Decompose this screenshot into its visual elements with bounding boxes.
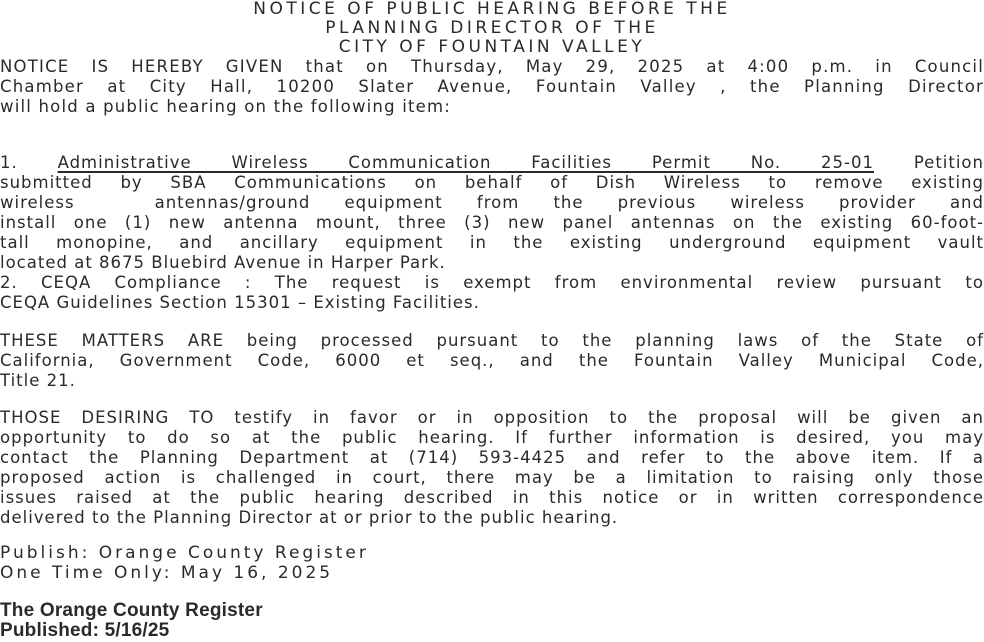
testify-line-1: THOSE DESIRING TO testify in favor or in opposition to the proposal will be given an [0,408,984,427]
item-1-line-1-suffix: Petition [913,153,984,172]
item-1-line-6: located at 8675 Bluebird Avenue in Harper Park. [0,253,446,272]
item-2-ceqa-compliance [0,273,984,313]
publish-line: Publish: Orange County Register [0,543,369,563]
testify-line-3: contact the Planning Department at (714) 593-4425 and refer to the above item. If a [0,448,984,467]
item-1-line-4: install one (1) new antenna mount, three (3) new panel antennas on the existing 60-foot- [0,213,984,232]
newspaper-footer [0,601,984,641]
newspaper-name: The Orange County Register [0,600,263,621]
permit-title-underlined: Administrative Wireless Communication Facilities Permit No. 25-01 [57,153,874,172]
item-1-line-1 [0,153,984,173]
item-2-line-1: 2. CEQA Compliance : The request is exempt from environmental review pursuant to [0,273,984,292]
item-1-line-2: submitted by SBA Communications on behalf of Dish Wireless to remove existing [0,173,984,192]
testify-line-4: proposed action is challenged in court, there may be a limitation to raising only those [0,468,984,487]
item-1-line-5: tall monopine, and ancillary equipment in the existing underground equipment vault [0,233,984,252]
testify-line-6: delivered to the Planning Director at or prior to the public hearing. [0,508,619,527]
publish-date-line: One Time Only: May 16, 2025 [0,563,334,583]
item-1-line-3 [0,193,984,213]
hearing-items [0,153,984,313]
notice-title-line-2: PLANNING DIRECTOR OF THE [325,18,659,38]
matters-line-2: California, Government Code, 6000 et seq., and the Fountain Valley Municipal Code, [0,351,984,370]
item-1-line-3-left: wireless [0,193,75,212]
intro-line-1: NOTICE IS HEREBY GIVEN that on Thursday, May 29, 2025 at 4:00 p.m. in Council [0,57,984,76]
testify-line-2: opportunity to do so at the public hearing. If further information is desired, you may [0,428,984,447]
matters-paragraph [0,331,984,391]
testify-paragraph [0,408,984,528]
notice-title-line-1: NOTICE OF PUBLIC HEARING BEFORE THE [253,0,731,19]
testify-line-5: issues raised at the public hearing described in this notice or in written correspondence [0,488,984,507]
item-1-line-3-right: antennas/ground equipment from the previous wireless provider and [154,193,984,212]
notice-title-line-3: CITY OF FOUNTAIN VALLEY [338,37,646,57]
matters-line-3: Title 21. [0,371,76,390]
item-2-line-2: CEQA Guidelines Section 15301 – Existing Facilities. [0,293,480,312]
item-1-wireless-permit [0,153,984,273]
matters-line-1: THESE MATTERS ARE being processed pursuant to the planning laws of the State of [0,331,984,350]
item-1-number: 1. [0,153,58,172]
notice-title [0,0,984,57]
publish-info [0,543,984,583]
intro-line-3: will hold a public hearing on the following item: [0,97,452,116]
published-date: Published: 5/16/25 [0,620,170,641]
intro-line-2: Chamber at City Hall, 10200 Slater Avenue, Fountain Valley , the Planning Director [0,77,984,96]
intro-paragraph [0,57,984,117]
